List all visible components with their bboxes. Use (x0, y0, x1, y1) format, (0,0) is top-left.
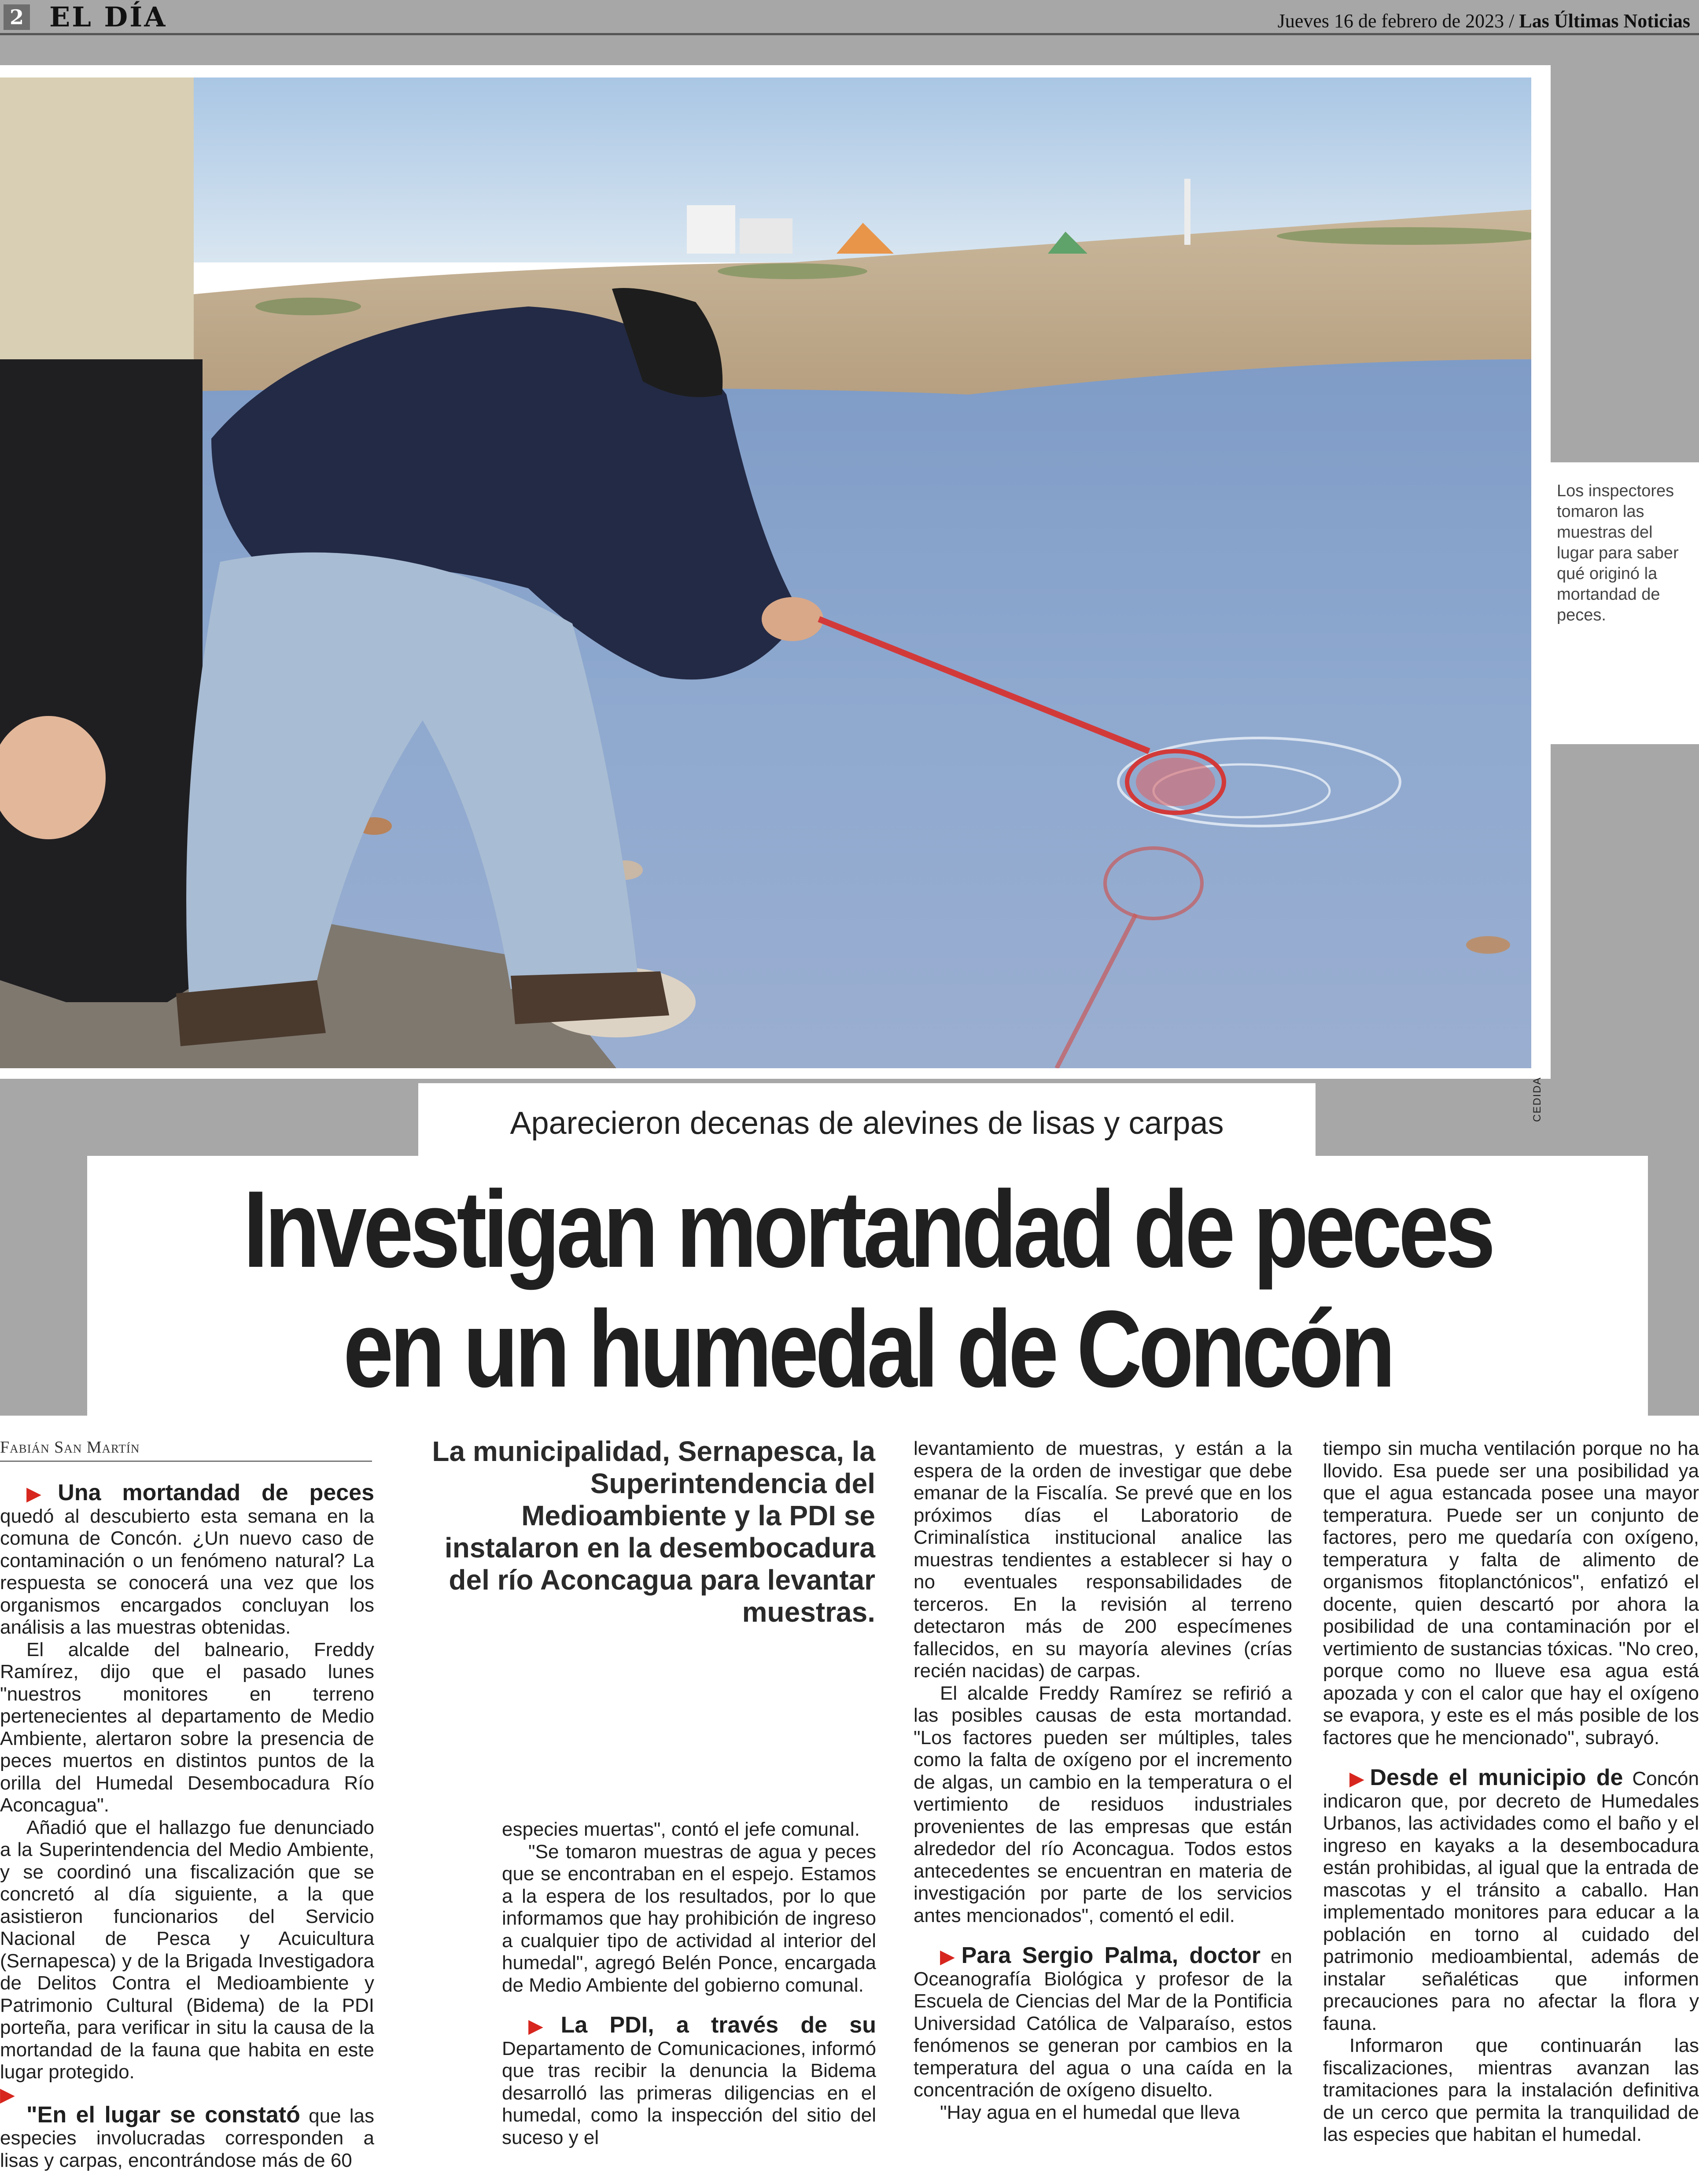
page-header (0, 0, 1699, 35)
column-1 (0, 1482, 374, 2172)
paragraph: tiempo sin mucha ventilación porque no ha llovido. Esa puede ser una posibilidad ya que el agua estancada posee una mayor temperatura. Puede ser un conjunto de factores, pero me quedaría con oxígeno, temperatura y falta de alimento de organismos fitoplanctónicos", enfatizó el docente, quien descartó por ahora la posibilidad de una contaminación por el vertimiento de sustancias tóxicas. "No creo, porque como no llueve esa agua está apozada y con el calor que hay el oxígeno se evapora, y este es el más posible de los factores que he mencionado", subrayó. (1323, 1438, 1699, 1749)
photo-caption (1551, 462, 1699, 744)
photo-credit (1531, 1078, 1549, 1135)
article-body (0, 1416, 1699, 2184)
paragraph: especies muertas", contó el jefe comunal. (502, 1819, 860, 1840)
section-title: EL DÍA (49, 1, 167, 33)
paragraph (0, 1482, 374, 1639)
paragraph: "Se tomaron muestras de agua y peces que se encontraban en el espejo. Estamos a la espera de los resultados, por lo que informamos que hay prohibición de ingreso a cualquier tipo de actividad al interior del humedal", agregó Belén Ponce, encargada de Medio Ambiente del gobierno comunal. (502, 1841, 876, 1996)
column-4 (1323, 1438, 1699, 2146)
paragraph: levantamiento de muestras, y están a la espera de la orden de investigar que debe emanar de la Fiscalía. Se prevé que en los próximos días el Laboratorio de Criminalística institucional analice las muestras tendientes a establecer si hay o no eventuales responsabilidades de terceros. En la revisión al terreno detectaron más de 200 especímenes fallecidos, en su mayoría alevines (crías recién nacidas) de carpas. (914, 1438, 1292, 1682)
article-kicker: Aparecieron decenas de alevines de lisas y carpas (418, 1083, 1316, 1156)
article-deck: La municipalidad, Sernapesca, la Superintendencia del Medioambiente y la PDI se instalaron en la desembocadura del río Aconcagua para levantar muestras. (432, 1435, 875, 1628)
red-triangle-icon: ▶ (1349, 1768, 1368, 1789)
article-photo (0, 77, 1531, 1068)
paragraph (914, 1944, 1292, 2102)
lead-in: Para Sergio Palma, doctor (961, 1943, 1261, 1968)
issue-date: Jueves 16 de febrero de 2023 (1277, 10, 1504, 32)
paragraph: Informaron que continuarán las fiscalizaciones, mientras avanzan las tramitaciones para la instalación definitiva de un cerco que permita la tranquilidad de las especies que habitan el humedal. (1323, 2035, 1699, 2145)
photo-frame (0, 65, 1551, 1122)
headline-box (87, 1156, 1648, 1416)
paragraph: "Hay agua en el humedal que lleva (940, 2101, 1240, 2123)
article-headline (220, 1169, 1515, 1409)
red-triangle-icon: ▶ (26, 1483, 56, 1505)
publication-name: Las Últimas Noticias (1519, 10, 1690, 32)
paragraph-text: Concón indicaron que, por decreto de Humedales Urbanos, las actividades como el baño y el ingreso en kayaks a la desembocadura están prohibidas, al igual que la entrada de mascotas y el tránsito a caballo. Han implementado monitores para educar a la población en torno al cuidado del patrimonio medioambiental, además de instalar señaléticas que informen precauciones para no afectar la flora y fauna. (1323, 1768, 1699, 2034)
paragraph (0, 2086, 374, 2172)
lead-in: La PDI, a través de su (560, 2012, 876, 2038)
dateline-separator: / (1509, 10, 1515, 32)
red-triangle-icon: ▶ (528, 2015, 559, 2037)
paragraph-text: quedó al descubierto esta semana en la comuna de Concón. ¿Un nuevo caso de contaminación o un fenómeno natural? La respuesta se conocerá una vez que los organismos encargados concluyan los análisis a las muestras obtenidas. (0, 1505, 374, 1638)
lead-in: Una mortandad de peces (58, 1480, 374, 1505)
column-2 (502, 1819, 876, 2149)
red-triangle-icon: ▶ (0, 2084, 15, 2106)
lead-in: "En el lugar se constató (26, 2102, 300, 2128)
photo-caption-text: Los inspectores tomaron las muestras del lugar para saber qué originó la mortandad de peces. (1557, 482, 1679, 624)
paragraph: Añadió que el hallazgo fue denunciado a la Superintendencia del Medio Ambiente, y se coordinó una fiscalización que se concretó al día siguiente, a la que asistieron funcionarios del Servicio Nacional de Pesca y Acuicultura (Sernapesca) y de la Brigada Investigadora de Delitos Contra el Medioambiente y Patrimonio Cultural (Bidema) de la PDI porteña, para verificar in situ la causa de la mortandad de la fauna que habita en este lugar protegido. (0, 1816, 374, 2083)
paragraph-gap (502, 1996, 876, 2014)
column-3 (914, 1438, 1292, 2124)
lead-in: Desde el municipio de (1370, 1765, 1623, 1790)
photo-credit-text: CEDIDA (1531, 1077, 1543, 1122)
byline: Fabián San Martín (0, 1438, 372, 1462)
paragraph (1323, 1767, 1699, 2035)
paragraph (502, 2014, 876, 2149)
paragraph-text: que las especies involucradas corresponden a lisas y carpas, encontrándose más de 60 (0, 2105, 375, 2171)
dateline (1278, 10, 1690, 32)
paragraph-gap (914, 1927, 1292, 1944)
paragraph-gap (1323, 1749, 1699, 1767)
paragraph: El alcalde del balneario, Freddy Ramírez, dijo que el pasado lunes "nuestros monitores en terreno pertenecientes al departamento de Medio Ambiente, alertaron sobre la presencia de peces muertos en distintos puntos de la orilla del Humedal Desembocadura Río Aconcagua". (0, 1638, 374, 1816)
paragraph: El alcalde Freddy Ramírez se refirió a las posibles causas de esta mortandad. "Los factores pueden ser múltiples, tales como la falta de oxígeno por el incremento de algas, un cambio en la temperatura o el vertimiento de residuos industriales provenientes de las empresas que están alrededor del río Aconcagua. Todos estos antecedentes se encuentran en materia de investigación por parte de los servicios antes mencionados", comentó el edil. (914, 1682, 1292, 1926)
headline-line-2: en un humedal de Concón (343, 1288, 1392, 1410)
page-number: 2 (4, 4, 30, 30)
paragraph-text: en Oceanografía Biológica y profesor de la Escuela de Ciencias del Mar de la Pontificia Universidad Católica de Valparaíso, estos fenómenos se generan por cambios en la temperatura del agua o una caída en la concentración de oxígeno disuelto. (914, 1946, 1293, 2101)
red-triangle-icon: ▶ (940, 1946, 960, 1967)
paragraph-text: Departamento de Comunicaciones, informó que tras recibir la denuncia la Bidema desarrolló las primeras diligencias en el humedal, como la inspección del sitio del suceso y el (502, 2037, 876, 2148)
headline-line-1: Investigan mortandad de peces (243, 1168, 1492, 1290)
